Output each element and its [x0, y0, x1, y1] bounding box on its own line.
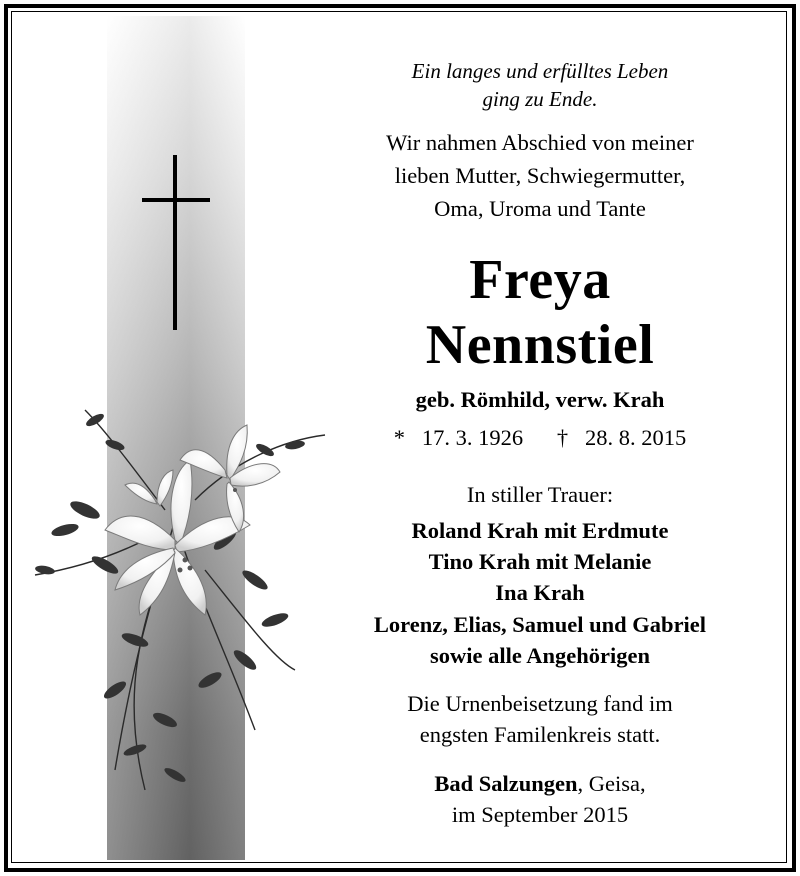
life-dates: [330, 423, 750, 453]
lily-bouquet-image: [25, 390, 345, 810]
birth-date: 17. 3. 1926: [421, 425, 524, 450]
place-line: [330, 769, 750, 799]
intro-line-2: ging zu Ende.: [482, 87, 598, 111]
farewell-line-3: Oma, Uroma und Tante: [434, 196, 646, 221]
burial-note-line-2: engsten Familenkreis statt.: [419, 722, 661, 747]
burial-note-line-1: Die Urnenbeisetzung fand im: [407, 691, 673, 716]
mourner-name: Tino Krah mit Melanie: [428, 549, 652, 574]
place-bold: Bad Salzungen: [434, 771, 578, 796]
mourner-name: Roland Krah mit Erdmute: [411, 518, 669, 543]
death-symbol: †: [556, 425, 569, 450]
farewell-line-1: Wir nahmen Abschied von meiner: [386, 130, 694, 155]
first-name: Freya: [469, 249, 611, 311]
intro-line-1: Ein langes und erfülltes Leben: [411, 59, 669, 83]
mourner-name: sowie alle Angehörigen: [430, 643, 650, 668]
mourners-heading: In stiller Trauer:: [466, 482, 614, 507]
birth-symbol: *: [393, 425, 405, 450]
death-date: 28. 8. 2015: [585, 425, 687, 450]
date-line: im September 2015: [451, 802, 629, 827]
place-rest: , Geisa,: [577, 771, 646, 796]
mourner-name: Lorenz, Elias, Samuel und Gabriel: [373, 612, 707, 637]
farewell-line-2: lieben Mutter, Schwiegermutter,: [394, 163, 686, 188]
last-name: Nennstiel: [425, 314, 655, 376]
maiden-info: geb. Römhild, verw. Krah: [415, 387, 665, 412]
mourner-name: Ina Krah: [495, 580, 585, 605]
